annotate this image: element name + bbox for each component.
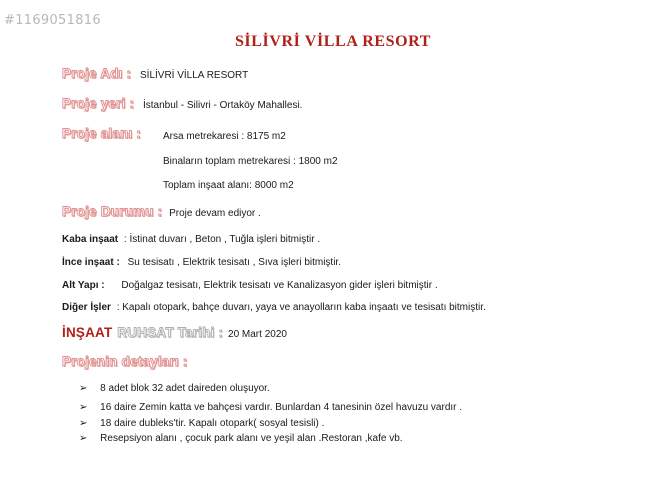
rough-construction-value: : İstinat duvarı , Beton , Tuğla işleri bitmiştir . <box>123 234 321 245</box>
project-status-value: Proje devam ediyor . <box>169 208 261 219</box>
arrow-bullet-icon: ➢ <box>79 418 88 429</box>
project-name-value: SİLİVRİ VİLLA RESORT <box>140 70 249 81</box>
arrow-bullet-icon: ➢ <box>79 402 88 413</box>
detail-item-2: 16 daire Zemin katta ve bahçesi vardır. Bunlardan 4 tanesinin özel havuzu vardır . <box>100 402 463 413</box>
infrastructure-value: Doğalgaz tesisatı, Elektrik tesisatı ve Kanalizasyon gider işleri bitmiştir . <box>121 280 438 291</box>
permit-label-prefix: İNŞAAT <box>62 325 113 340</box>
project-location-label: Proje yeri : <box>62 96 135 111</box>
infrastructure-label: Alt Yapı : <box>62 280 105 291</box>
project-status-row <box>62 204 261 219</box>
project-name-label: Proje Adı : <box>62 66 132 81</box>
list-item <box>79 383 270 394</box>
other-works-row <box>62 302 486 313</box>
infrastructure-row <box>62 280 438 291</box>
rough-construction-row <box>62 234 320 245</box>
land-area-line: Arsa metrekaresi : 8175 m2 <box>163 131 286 142</box>
construction-area-line: Toplam inşaat alanı: 8000 m2 <box>163 180 294 191</box>
list-item <box>79 433 403 444</box>
list-item <box>79 418 324 429</box>
detail-item-4: Resepsiyon alanı , çocuk park alanı ve yeşil alan .Restoran ,kafe vb. <box>100 433 403 444</box>
permit-label: RUHSAT Tarihi : <box>117 325 224 340</box>
project-area-row <box>62 126 141 141</box>
project-location-value: İstanbul - Silivri - Ortaköy Mahallesi. <box>142 100 303 111</box>
list-item <box>79 402 462 413</box>
listing-id-watermark: #1169051816 <box>4 13 101 28</box>
other-works-label: Diğer İşler <box>62 302 111 313</box>
finishing-construction-row <box>62 257 341 268</box>
finishing-construction-label: İnce inşaat : <box>62 257 120 268</box>
rough-construction-label: Kaba inşaat <box>62 234 119 245</box>
finishing-construction-value: Su tesisatı , Elektrik tesisatı , Sıva işleri bitmiştir. <box>127 257 341 268</box>
project-area-label: Proje alanı : <box>62 126 142 141</box>
building-area-line: Binaların toplam metrekaresi : 1800 m2 <box>163 156 338 167</box>
project-details-row <box>62 354 188 369</box>
project-name-row <box>62 66 248 81</box>
arrow-bullet-icon: ➢ <box>79 433 88 444</box>
permit-date-value: 20 Mart 2020 <box>228 329 287 340</box>
detail-item-3: 18 daire dubleks'tir. Kapalı otopark( sosyal tesisli) . <box>100 418 325 429</box>
project-location-row <box>62 96 302 111</box>
arrow-bullet-icon: ➢ <box>79 383 88 394</box>
project-status-label: Proje Durumu : <box>62 204 163 219</box>
document-title: SİLİVRİ VİLLA RESORT <box>234 33 432 50</box>
project-details-label: Projenin detayları : <box>62 354 188 369</box>
detail-item-1: 8 adet blok 32 adet daireden oluşuyor. <box>100 383 270 394</box>
permit-date-row <box>62 325 287 340</box>
other-works-value: : Kapalı otopark, bahçe duvarı, yaya ve anayolların kaba inşaatı ve tesisatı bitmiştir. <box>116 302 486 313</box>
